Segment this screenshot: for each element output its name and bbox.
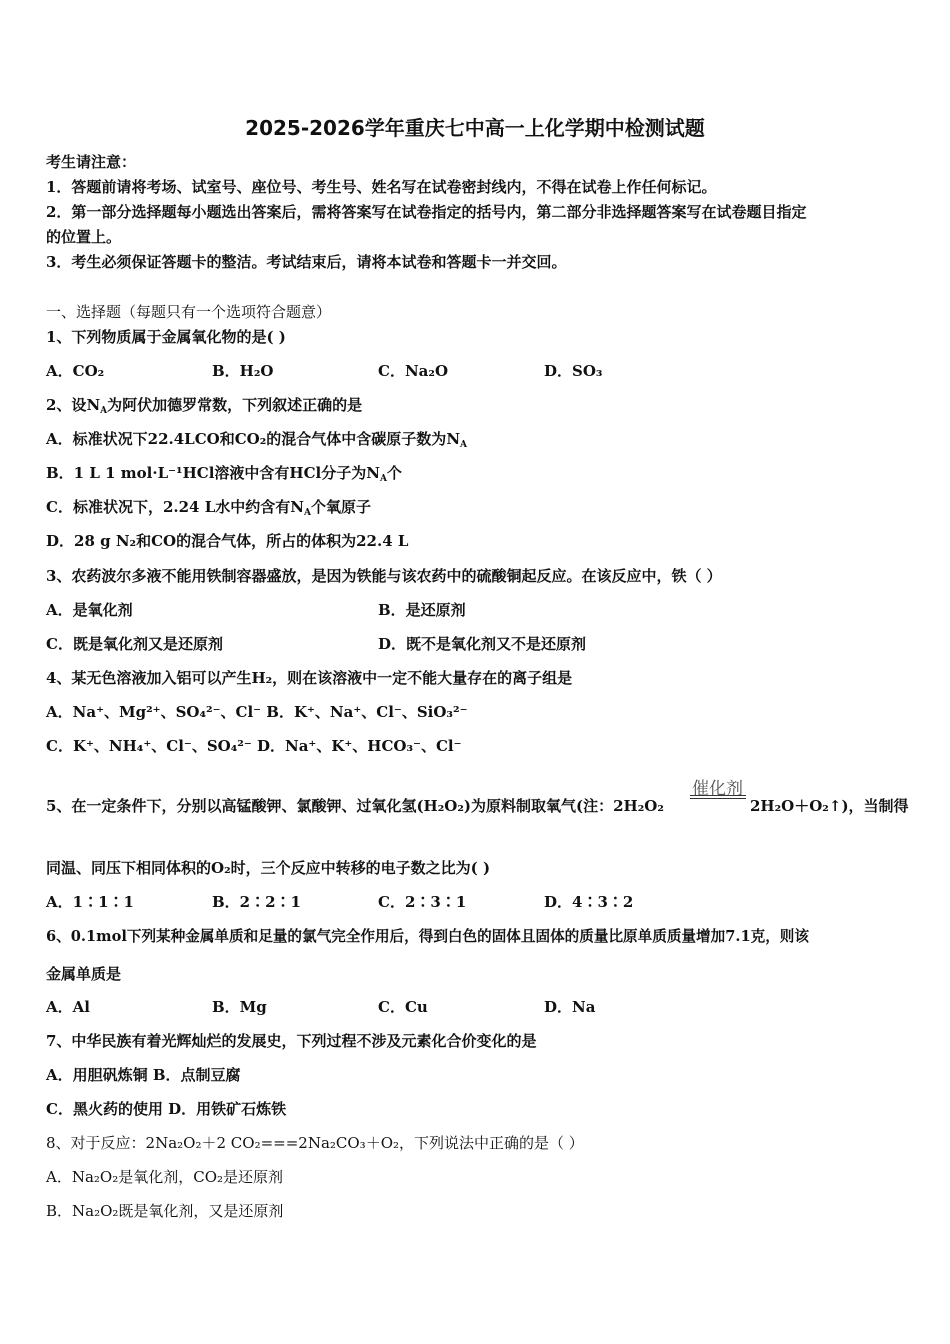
question-4-stem: 4、某无色溶液加入铝可以产生H₂，则在该溶液中一定不能大量存在的离子组是 xyxy=(46,669,573,687)
question-2-stem: 2、设$N_A$为阿伏加德罗常数，下列叙述正确的是 xyxy=(46,396,363,416)
catalyst-label: 催化剂 xyxy=(692,779,743,799)
question-6-stem-2: 金属单质是 xyxy=(46,965,122,983)
q5-option-c: C．2∶3∶1 xyxy=(378,893,467,911)
section-heading: 一、选择题（每题只有一个选项符合题意） xyxy=(46,303,332,321)
question-5-stem-cont: 2H₂O＋O₂↑)，当制得 xyxy=(750,797,909,815)
question-7-stem: 7、中华民族有着光辉灿烂的发展史，下列过程不涉及元素化合价变化的是 xyxy=(46,1032,537,1050)
q3-option-c: C．既是氧化剂又是还原剂 xyxy=(46,635,223,653)
q1-option-c: C．Na₂O xyxy=(378,362,449,380)
q6-option-b: B．Mg xyxy=(212,998,267,1016)
q2-option-b: B．1 L 1 mol·L⁻¹HCl溶液中含有HCl分子为$N_A$个 xyxy=(46,464,402,484)
reaction-arrow-line xyxy=(690,795,746,796)
q6-option-c: C．Cu xyxy=(378,998,428,1016)
reaction-arrow-line xyxy=(690,798,746,799)
page-title: 2025-2026学年重庆七中高一上化学期中检测试题 xyxy=(245,116,705,140)
q1-option-b: B．H₂O xyxy=(212,362,274,380)
q4-options-cd: C．K⁺、NH₄⁺、Cl⁻、SO₄²⁻ D．Na⁺、K⁺、HCO₃⁻、Cl⁻ xyxy=(46,737,462,755)
q7-options-ab: A．用胆矾炼铜 B．点制豆腐 xyxy=(46,1066,241,1084)
q8-option-a: A．Na₂O₂是氧化剂，CO₂是还原剂 xyxy=(46,1168,284,1186)
q4-options-ab: A．Na⁺、Mg²⁺、SO₄²⁻、Cl⁻ B．K⁺、Na⁺、Cl⁻、SiO₃²⁻ xyxy=(46,703,468,721)
q5-option-d: D．4∶3∶2 xyxy=(544,893,634,911)
q7-options-cd: C．黑火药的使用 D．用铁矿石炼铁 xyxy=(46,1100,287,1118)
question-8-stem: 8、对于反应：2Na₂O₂＋2 CO₂===2Na₂CO₃＋O₂，下列说法中正确的是（ ） xyxy=(46,1134,584,1152)
q5-option-a: A．1∶1∶1 xyxy=(46,893,134,911)
notice-heading: 考生请注意： xyxy=(46,153,137,171)
question-5-stem-2: 同温、同压下相同体积的O₂时，三个反应中转移的电子数之比为( ) xyxy=(46,859,491,877)
q6-option-d: D．Na xyxy=(544,998,596,1016)
question-6-stem: 6、0.1mol下列某种金属单质和足量的氯气完全作用后，得到白色的固体且固体的质量比原单质质量增加7.1克，则该 xyxy=(46,928,809,945)
q8-option-b: B．Na₂O₂既是氧化剂，又是还原剂 xyxy=(46,1202,284,1220)
q6-option-a: A．Al xyxy=(46,998,90,1016)
q1-option-d: D．SO₃ xyxy=(544,362,603,380)
notice-item: 1．答题前请将考场、试室号、座位号、考生号、姓名写在试卷密封线内，不得在试卷上作任何标记。 xyxy=(46,178,717,196)
q3-option-d: D．既不是氧化剂又不是还原剂 xyxy=(378,635,587,653)
q2-option-c: C．标准状况下，2.24 L水中约含有$N_A$个氧原子 xyxy=(46,498,371,518)
q3-option-a: A．是氧化剂 xyxy=(46,601,133,619)
question-3-stem: 3、农药波尔多液不能用铁制容器盛放，是因为铁能与该农药中的硫酸铜起反应。在该反应中，铁（ ） xyxy=(46,567,722,585)
q3-option-b: B．是还原剂 xyxy=(378,601,466,619)
notice-item: 2．第一部分选择题每小题选出答案后，需将答案写在试卷指定的括号内，第二部分非选择题答案写在试卷题目指定 xyxy=(46,203,807,221)
notice-item: 3．考生必须保证答题卡的整洁。考试结束后，请将本试卷和答题卡一并交回。 xyxy=(46,253,567,271)
q2-option-a: A．标准状况下22.4LCO和CO₂的混合气体中含碳原子数为$N_A$ xyxy=(46,430,468,450)
notice-item: 的位置上。 xyxy=(46,228,122,246)
question-1-stem: 1、下列物质属于金属氧化物的是( ) xyxy=(46,328,286,346)
q2-option-d: D．28 g N₂和CO的混合气体，所占的体积为22.4 L xyxy=(46,532,409,550)
q5-option-b: B．2∶2∶1 xyxy=(212,893,301,911)
question-5-stem: 5、在一定条件下，分别以高锰酸钾、氯酸钾、过氧化氢(H₂O₂)为原料制取氧气(注：2H₂O₂ xyxy=(46,797,664,815)
q1-option-a: A．CO₂ xyxy=(46,362,105,380)
